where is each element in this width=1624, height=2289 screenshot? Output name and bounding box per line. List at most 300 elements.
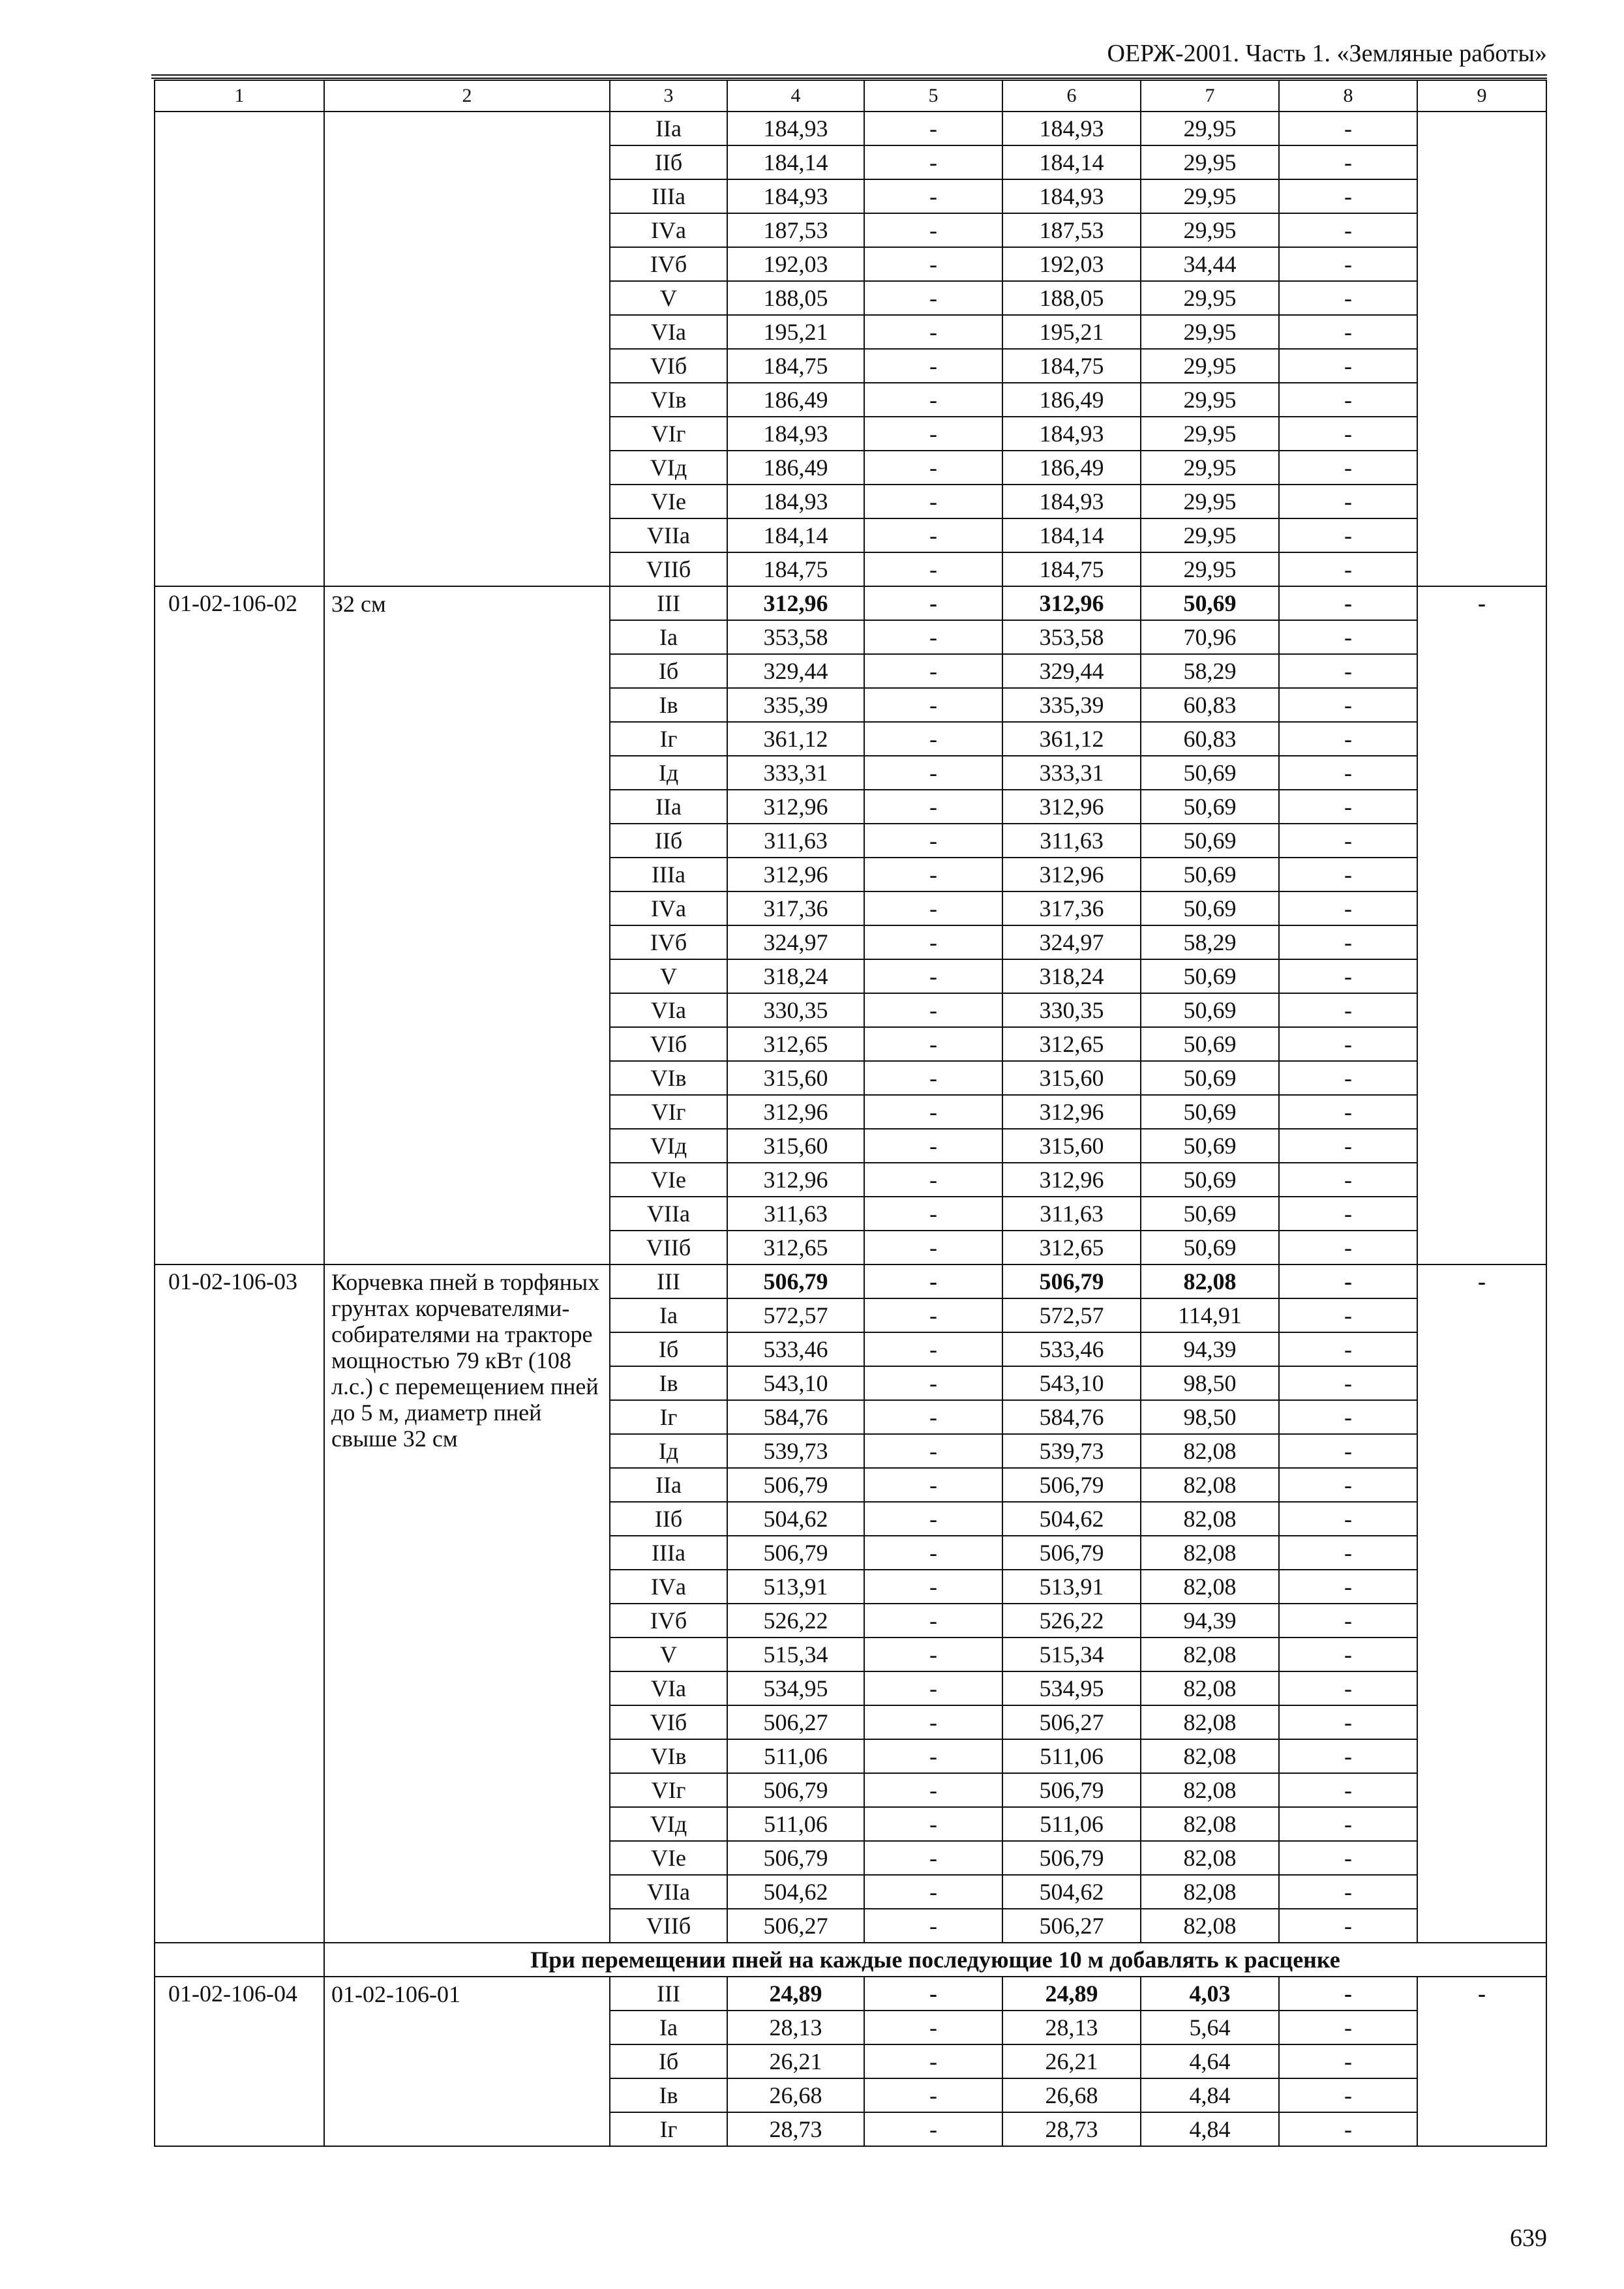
cell-col4: 506,79 [727, 1536, 864, 1570]
cell-col5: - [864, 1807, 1002, 1841]
cell-col7: 82,08 [1141, 1264, 1279, 1298]
cell-col8: - [1279, 586, 1417, 620]
cell-col8: - [1279, 756, 1417, 790]
cell-col7: 82,08 [1141, 1536, 1279, 1570]
cell-col8: - [1279, 315, 1417, 349]
rates-table [154, 80, 1547, 2147]
cell-col6: 188,05 [1002, 281, 1141, 315]
cell-col5: - [864, 1163, 1002, 1197]
cell-col7: 34,44 [1141, 247, 1279, 281]
soil-group-cell: IIа [610, 1468, 727, 1502]
cell-col4: 26,21 [727, 2044, 864, 2078]
soil-group-cell: IVб [610, 925, 727, 959]
cell-col6: 506,79 [1002, 1468, 1141, 1502]
cell-col8: - [1279, 145, 1417, 179]
cell-col4: 188,05 [727, 281, 864, 315]
cell-col4: 506,27 [727, 1705, 864, 1739]
cell-col7: 5,64 [1141, 2011, 1279, 2044]
soil-group-cell: Iб [610, 654, 727, 688]
cell-col7: 50,69 [1141, 858, 1279, 891]
cell-col6: 184,93 [1002, 179, 1141, 213]
cell-col6: 184,93 [1002, 417, 1141, 451]
cell-col8: - [1279, 485, 1417, 518]
cell-col7: 82,08 [1141, 1434, 1279, 1468]
soil-group-cell: VIв [610, 383, 727, 417]
cell-col4: 534,95 [727, 1671, 864, 1705]
cell-col4: 184,75 [727, 349, 864, 383]
cell-col7: 29,95 [1141, 213, 1279, 247]
cell-col6: 195,21 [1002, 315, 1141, 349]
cell-col8: - [1279, 552, 1417, 586]
cell-col6: 24,89 [1002, 1977, 1141, 2011]
cell-col8: - [1279, 1671, 1417, 1705]
cell-col6: 312,96 [1002, 586, 1141, 620]
cell-col5: - [864, 654, 1002, 688]
cell-col4: 329,44 [727, 654, 864, 688]
cell-col6: 312,96 [1002, 858, 1141, 891]
cell-col4: 506,79 [727, 1841, 864, 1875]
cell-col4: 361,12 [727, 722, 864, 756]
cell-col8: - [1279, 2078, 1417, 2112]
cell-col4: 28,73 [727, 2112, 864, 2146]
cell-col7: 50,69 [1141, 824, 1279, 858]
cell-col6: 312,65 [1002, 1027, 1141, 1061]
soil-group-cell: VIв [610, 1061, 727, 1095]
soil-group-cell: VIIа [610, 1875, 727, 1909]
soil-group-cell: IVб [610, 247, 727, 281]
cell-col7: 29,95 [1141, 281, 1279, 315]
rate-description: 32 см [324, 586, 610, 1264]
cell-col4: 312,96 [727, 790, 864, 824]
cell-col8: - [1279, 1536, 1417, 1570]
cell-col5: - [864, 1773, 1002, 1807]
cell-col6: 312,96 [1002, 790, 1141, 824]
cell-col4: 526,22 [727, 1604, 864, 1638]
cell-col8: - [1279, 1231, 1417, 1264]
soil-group-cell: Iа [610, 2011, 727, 2044]
cell-col8: - [1279, 1773, 1417, 1807]
cell-col7: 29,95 [1141, 518, 1279, 552]
cell-col8: - [1279, 518, 1417, 552]
soil-group-cell: VIе [610, 485, 727, 518]
cell-col7: 50,69 [1141, 790, 1279, 824]
cell-col6: 28,13 [1002, 2011, 1141, 2044]
soil-group-cell: VIIа [610, 1197, 727, 1231]
cell-col5: - [864, 1468, 1002, 1502]
column-number: 1 [155, 80, 324, 112]
soil-group-cell: Iа [610, 620, 727, 654]
column-number: 3 [610, 80, 727, 112]
cell-col8: - [1279, 383, 1417, 417]
soil-group-cell: IVа [610, 891, 727, 925]
cell-col7: 94,39 [1141, 1604, 1279, 1638]
cell-col5: - [864, 824, 1002, 858]
cell-col8: - [1279, 1909, 1417, 1943]
cell-col6: 504,62 [1002, 1875, 1141, 1909]
cell-col6: 315,60 [1002, 1129, 1141, 1163]
cell-col4: 186,49 [727, 383, 864, 417]
cell-col8: - [1279, 654, 1417, 688]
cell-col7: 4,84 [1141, 2112, 1279, 2146]
cell-col8: - [1279, 2011, 1417, 2044]
cell-col8: - [1279, 1468, 1417, 1502]
cell-col4: 195,21 [727, 315, 864, 349]
cell-col7: 82,08 [1141, 1773, 1279, 1807]
cell-col6: 318,24 [1002, 959, 1141, 993]
cell-col5: - [864, 417, 1002, 451]
cell-col7: 82,08 [1141, 1841, 1279, 1875]
cell-col8: - [1279, 993, 1417, 1027]
cell-col7: 29,95 [1141, 417, 1279, 451]
cell-col5: - [864, 552, 1002, 586]
cell-col6: 504,62 [1002, 1502, 1141, 1536]
cell-col5: - [864, 1705, 1002, 1739]
cell-col4: 511,06 [727, 1739, 864, 1773]
cell-col5: - [864, 891, 1002, 925]
soil-group-cell: III [610, 1977, 727, 2011]
cell-col5: - [864, 620, 1002, 654]
table-row [155, 1977, 1546, 2011]
cell-col7: 29,95 [1141, 485, 1279, 518]
cell-col7: 82,08 [1141, 1705, 1279, 1739]
cell-col7: 82,08 [1141, 1502, 1279, 1536]
cell-col5: - [864, 1129, 1002, 1163]
soil-group-cell: IIа [610, 112, 727, 145]
column-number: 7 [1141, 80, 1279, 112]
rate-code [155, 112, 324, 586]
cell-col4: 543,10 [727, 1366, 864, 1400]
cell-col6: 335,39 [1002, 688, 1141, 722]
cell-col8: - [1279, 1875, 1417, 1909]
cell-col6: 26,21 [1002, 2044, 1141, 2078]
cell-col7: 50,69 [1141, 1231, 1279, 1264]
cell-col5: - [864, 1095, 1002, 1129]
cell-col4: 506,79 [727, 1264, 864, 1298]
cell-col4: 511,06 [727, 1807, 864, 1841]
cell-col5: - [864, 213, 1002, 247]
cell-col5: - [864, 1671, 1002, 1705]
soil-group-cell: IIб [610, 824, 727, 858]
cell-col6: 329,44 [1002, 654, 1141, 688]
cell-col7: 50,69 [1141, 1129, 1279, 1163]
cell-col5: - [864, 349, 1002, 383]
cell-col8: - [1279, 349, 1417, 383]
cell-col4: 333,31 [727, 756, 864, 790]
cell-col5: - [864, 858, 1002, 891]
cell-col4: 192,03 [727, 247, 864, 281]
cell-col7: 50,69 [1141, 1197, 1279, 1231]
cell-col5: - [864, 1298, 1002, 1332]
cell-col7: 82,08 [1141, 1570, 1279, 1604]
cell-col6: 28,73 [1002, 2112, 1141, 2146]
cell-col4: 324,97 [727, 925, 864, 959]
cell-col5: - [864, 1875, 1002, 1909]
cell-col5: - [864, 1027, 1002, 1061]
cell-col7: 82,08 [1141, 1638, 1279, 1671]
cell-col8: - [1279, 722, 1417, 756]
cell-col6: 312,65 [1002, 1231, 1141, 1264]
cell-col4: 312,65 [727, 1231, 864, 1264]
cell-col8: - [1279, 2044, 1417, 2078]
cell-col4: 513,91 [727, 1570, 864, 1604]
cell-col4: 506,79 [727, 1468, 864, 1502]
cell-col4: 506,79 [727, 1773, 864, 1807]
cell-col7: 70,96 [1141, 620, 1279, 654]
rate-code: 01-02-106-03 [155, 1264, 324, 1943]
soil-group-cell: VIа [610, 1671, 727, 1705]
cell-col6: 184,14 [1002, 518, 1141, 552]
cell-col4: 312,96 [727, 858, 864, 891]
cell-col7: 58,29 [1141, 654, 1279, 688]
soil-group-cell: VIIб [610, 552, 727, 586]
cell-col5: - [864, 451, 1002, 485]
cell-col8: - [1279, 1298, 1417, 1332]
soil-group-cell: IVа [610, 213, 727, 247]
soil-group-cell: Iв [610, 688, 727, 722]
soil-group-cell: IIа [610, 790, 727, 824]
cell-col5: - [864, 1841, 1002, 1875]
cell-col4: 312,96 [727, 586, 864, 620]
cell-col5: - [864, 722, 1002, 756]
cell-col7: 50,69 [1141, 891, 1279, 925]
cell-col5: - [864, 688, 1002, 722]
cell-col5: - [864, 1502, 1002, 1536]
cell-col4: 572,57 [727, 1298, 864, 1332]
cell-col6: 526,22 [1002, 1604, 1141, 1638]
cell-col5: - [864, 925, 1002, 959]
rate-description [324, 112, 610, 586]
cell-col5: - [864, 790, 1002, 824]
cell-col9: - [1417, 1977, 1546, 2146]
cell-col6: 353,58 [1002, 620, 1141, 654]
cell-col7: 82,08 [1141, 1875, 1279, 1909]
cell-col7: 4,03 [1141, 1977, 1279, 2011]
cell-col4: 315,60 [727, 1061, 864, 1095]
cell-col8: - [1279, 688, 1417, 722]
cell-col6: 506,27 [1002, 1909, 1141, 1943]
cell-col7: 114,91 [1141, 1298, 1279, 1332]
cell-col5: - [864, 1366, 1002, 1400]
cell-col5: - [864, 247, 1002, 281]
cell-col5: - [864, 1061, 1002, 1095]
page-header: ОЕРЖ-2001. Часть 1. «Земляные работы» [1107, 40, 1547, 67]
soil-group-cell: Iб [610, 2044, 727, 2078]
cell-col8: - [1279, 1705, 1417, 1739]
soil-group-cell: Iв [610, 2078, 727, 2112]
cell-col8: - [1279, 925, 1417, 959]
soil-group-cell: IIб [610, 145, 727, 179]
cell-col4: 184,93 [727, 485, 864, 518]
soil-group-cell: VIг [610, 1773, 727, 1807]
cell-col4: 311,63 [727, 1197, 864, 1231]
cell-col6: 333,31 [1002, 756, 1141, 790]
soil-group-cell: VIа [610, 993, 727, 1027]
cell-col8: - [1279, 959, 1417, 993]
soil-group-cell: V [610, 1638, 727, 1671]
cell-col7: 82,08 [1141, 1807, 1279, 1841]
cell-col8: - [1279, 1570, 1417, 1604]
cell-col4: 506,27 [727, 1909, 864, 1943]
cell-col4: 184,93 [727, 417, 864, 451]
cell-col6: 311,63 [1002, 824, 1141, 858]
column-number: 5 [864, 80, 1002, 112]
soil-group-cell: Iд [610, 1434, 727, 1468]
cell-col8: - [1279, 1400, 1417, 1434]
cell-col8: - [1279, 1129, 1417, 1163]
cell-col8: - [1279, 1061, 1417, 1095]
soil-group-cell: VIд [610, 451, 727, 485]
soil-group-cell: VIг [610, 1095, 727, 1129]
cell-col7: 50,69 [1141, 1061, 1279, 1095]
cell-col8: - [1279, 790, 1417, 824]
cell-col6: 26,68 [1002, 2078, 1141, 2112]
cell-col7: 4,84 [1141, 2078, 1279, 2112]
cell-col4: 312,96 [727, 1095, 864, 1129]
cell-col8: - [1279, 112, 1417, 145]
cell-col5: - [864, 2044, 1002, 2078]
cell-col5: - [864, 281, 1002, 315]
cell-col5: - [864, 1977, 1002, 2011]
cell-col8: - [1279, 1841, 1417, 1875]
cell-col6: 506,79 [1002, 1841, 1141, 1875]
soil-group-cell: Iа [610, 1298, 727, 1332]
cell-col4: 184,14 [727, 518, 864, 552]
cell-col5: - [864, 485, 1002, 518]
cell-col7: 29,95 [1141, 112, 1279, 145]
soil-group-cell: Iб [610, 1332, 727, 1366]
cell-col6: 506,79 [1002, 1264, 1141, 1298]
soil-group-cell: III [610, 586, 727, 620]
cell-col7: 94,39 [1141, 1332, 1279, 1366]
cell-col6: 186,49 [1002, 451, 1141, 485]
cell-col6: 184,75 [1002, 552, 1141, 586]
cell-col5: - [864, 1570, 1002, 1604]
cell-col4: 311,63 [727, 824, 864, 858]
cell-col6: 184,75 [1002, 349, 1141, 383]
soil-group-cell: VIа [610, 315, 727, 349]
soil-group-cell: IVб [610, 1604, 727, 1638]
cell-col8: - [1279, 247, 1417, 281]
cell-col8: - [1279, 1502, 1417, 1536]
cell-col5: - [864, 1434, 1002, 1468]
cell-col6: 361,12 [1002, 722, 1141, 756]
cell-col4: 24,89 [727, 1977, 864, 2011]
cell-col4: 353,58 [727, 620, 864, 654]
cell-col9 [1417, 112, 1546, 586]
cell-col7: 29,95 [1141, 179, 1279, 213]
cell-col6: 192,03 [1002, 247, 1141, 281]
cell-col8: - [1279, 1638, 1417, 1671]
cell-col8: - [1279, 1366, 1417, 1400]
cell-col8: - [1279, 1197, 1417, 1231]
page-number: 639 [1510, 2224, 1547, 2252]
column-number: 8 [1279, 80, 1417, 112]
cell-col5: - [864, 112, 1002, 145]
cell-col8: - [1279, 213, 1417, 247]
cell-col5: - [864, 383, 1002, 417]
cell-col5: - [864, 959, 1002, 993]
soil-group-cell: VIд [610, 1807, 727, 1841]
cell-col4: 318,24 [727, 959, 864, 993]
cell-col6: 572,57 [1002, 1298, 1141, 1332]
cell-col4: 584,76 [727, 1400, 864, 1434]
soil-group-cell: VIIб [610, 1909, 727, 1943]
cell-col7: 29,95 [1141, 552, 1279, 586]
cell-col5: - [864, 993, 1002, 1027]
cell-col8: - [1279, 858, 1417, 891]
soil-group-cell: IVа [610, 1570, 727, 1604]
cell-col6: 506,27 [1002, 1705, 1141, 1739]
soil-group-cell: VIб [610, 349, 727, 383]
cell-col4: 504,62 [727, 1502, 864, 1536]
cell-col6: 186,49 [1002, 383, 1141, 417]
cell-col8: - [1279, 1604, 1417, 1638]
cell-col4: 335,39 [727, 688, 864, 722]
cell-col8: - [1279, 1095, 1417, 1129]
cell-col9: - [1417, 1264, 1546, 1943]
cell-col8: - [1279, 2112, 1417, 2146]
cell-col8: - [1279, 1163, 1417, 1197]
soil-group-cell: VIе [610, 1163, 727, 1197]
cell-col7: 29,95 [1141, 349, 1279, 383]
cell-col4: 533,46 [727, 1332, 864, 1366]
cell-col4: 312,96 [727, 1163, 864, 1197]
cell-col6: 511,06 [1002, 1739, 1141, 1773]
cell-col6: 506,79 [1002, 1536, 1141, 1570]
soil-group-cell: Iг [610, 1400, 727, 1434]
cell-col8: - [1279, 1739, 1417, 1773]
cell-col6: 311,63 [1002, 1197, 1141, 1231]
table-row [155, 586, 1546, 620]
soil-group-cell: VIв [610, 1739, 727, 1773]
soil-group-cell: V [610, 959, 727, 993]
cell-col7: 82,08 [1141, 1468, 1279, 1502]
cell-col7: 82,08 [1141, 1739, 1279, 1773]
cell-col7: 50,69 [1141, 1027, 1279, 1061]
cell-col4: 504,62 [727, 1875, 864, 1909]
cell-col6: 533,46 [1002, 1332, 1141, 1366]
cell-col4: 184,93 [727, 112, 864, 145]
cell-col7: 98,50 [1141, 1400, 1279, 1434]
cell-col5: - [864, 1231, 1002, 1264]
cell-col6: 330,35 [1002, 993, 1141, 1027]
cell-col6: 511,06 [1002, 1807, 1141, 1841]
rate-description: 01-02-106-01 [324, 1977, 610, 2146]
cell-col5: - [864, 1197, 1002, 1231]
note-spacer [155, 1943, 324, 1977]
column-number: 4 [727, 80, 864, 112]
cell-col6: 584,76 [1002, 1400, 1141, 1434]
cell-col6: 539,73 [1002, 1434, 1141, 1468]
cell-col8: - [1279, 1332, 1417, 1366]
cell-col4: 186,49 [727, 451, 864, 485]
cell-col6: 534,95 [1002, 1671, 1141, 1705]
cell-col6: 543,10 [1002, 1366, 1141, 1400]
cell-col4: 317,36 [727, 891, 864, 925]
cell-col4: 515,34 [727, 1638, 864, 1671]
column-number-row [155, 80, 1546, 112]
cell-col7: 50,69 [1141, 959, 1279, 993]
cell-col6: 184,93 [1002, 112, 1141, 145]
cell-col4: 26,68 [727, 2078, 864, 2112]
cell-col5: - [864, 1536, 1002, 1570]
cell-col5: - [864, 1332, 1002, 1366]
soil-group-cell: VIб [610, 1027, 727, 1061]
cell-col7: 4,64 [1141, 2044, 1279, 2078]
cell-col5: - [864, 145, 1002, 179]
soil-group-cell: Iд [610, 756, 727, 790]
cell-col7: 29,95 [1141, 145, 1279, 179]
